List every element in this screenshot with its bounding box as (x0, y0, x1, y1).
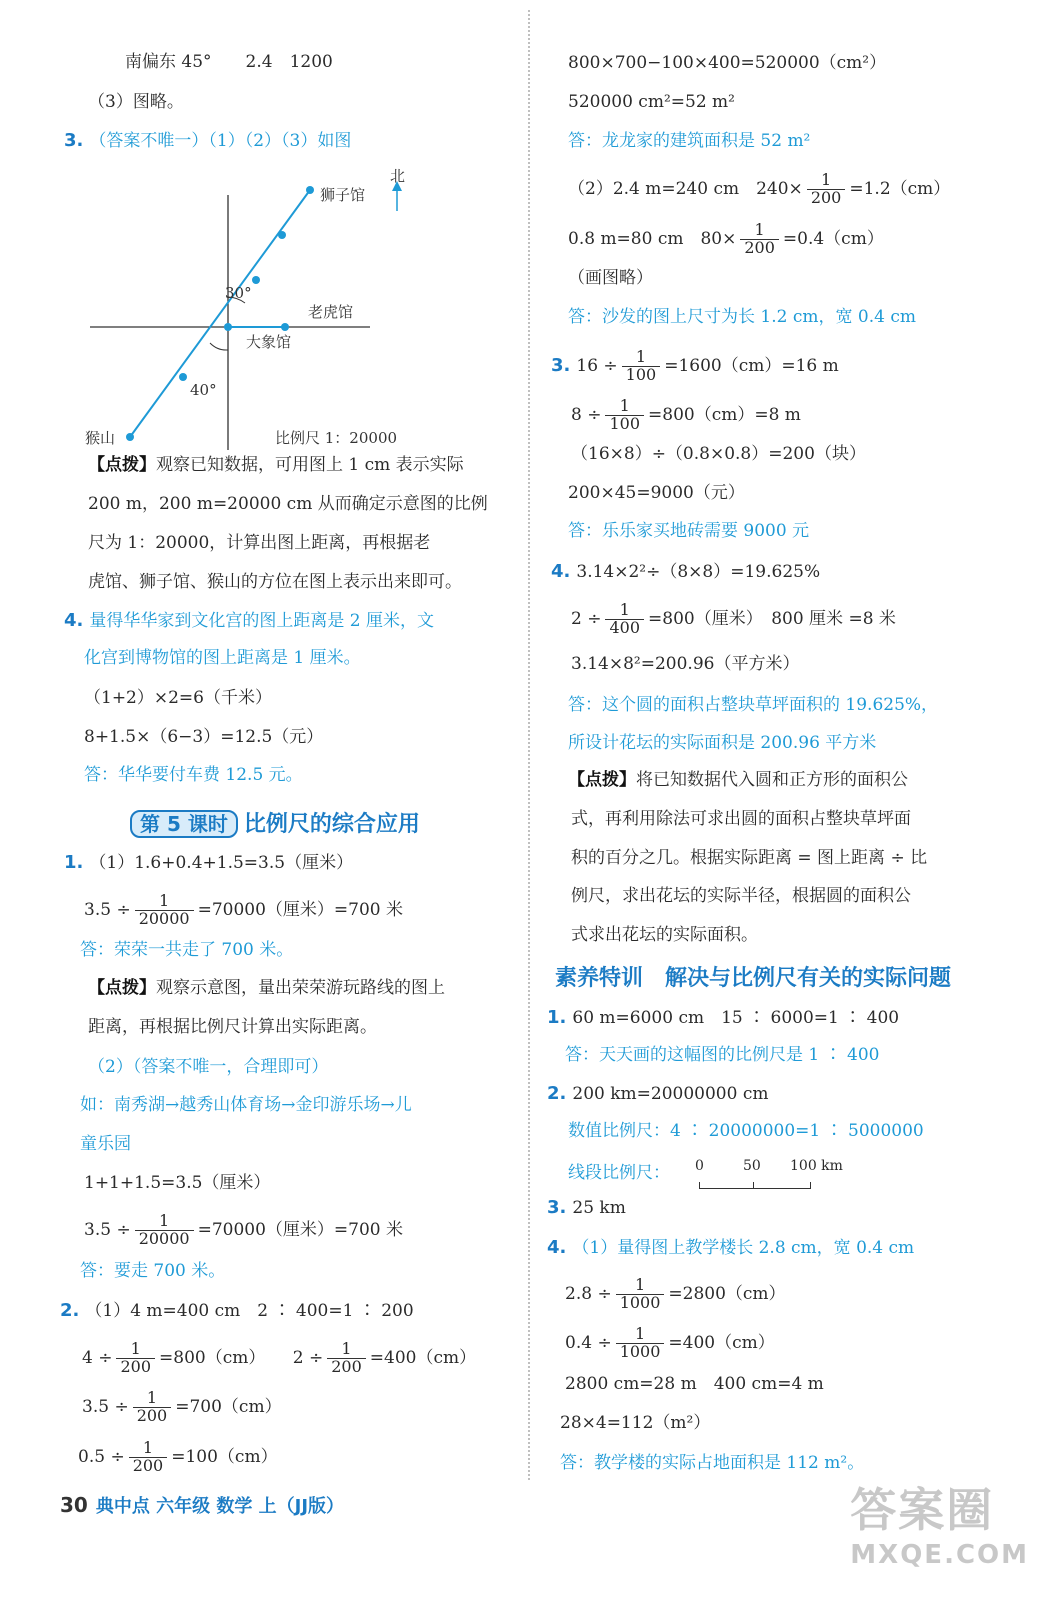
tip-line: 200 m，200 m=20000 cm 从而确定示意图的比例 (88, 494, 488, 514)
question-number: 3. (64, 130, 84, 151)
question-number: 4. (64, 610, 84, 631)
route-line (130, 190, 310, 437)
scale-tick-label: 0 (695, 1158, 704, 1174)
tip-tag: 【点拨】 (88, 455, 156, 475)
answer-line: 童乐园 (80, 1134, 131, 1154)
tip-line: 积的百分之几。根据实际距离 = 图上距离 ÷ 比 (571, 848, 928, 868)
fraction-line: 8 ÷ $\frac{1}{100}$ =800（cm）=8 m (571, 396, 801, 433)
fraction: $\frac{1}{400}$ (605, 602, 644, 637)
answer-line: 答：华华要付车费 12.5 元。 (84, 765, 303, 785)
monkey-label: 猴山 (85, 429, 116, 447)
answer-line: 答：龙龙家的建筑面积是 52 m² (568, 131, 811, 151)
direction-diagram (80, 165, 480, 455)
elephant-label: 大象馆 (246, 333, 292, 351)
fraction-line: 0.5 ÷ $\frac{1}{200}$ =100（cm） (78, 1438, 278, 1475)
north-label: 北 (390, 167, 406, 185)
fraction: $\frac{1}{1000}$ (616, 1277, 665, 1312)
answer-text: （答案不唯一）（1）（2）（3）如图 (89, 131, 352, 151)
answer-line: 答：天天画的这幅图的比例尺是 1 ∶ 400 (565, 1045, 880, 1065)
text-line: 200×45=9000（元） (568, 483, 745, 503)
fraction-line: 3.5 ÷ $\frac{1}{20000}$ =70000（厘米）=700 米 (84, 1211, 404, 1248)
fraction: $\frac{1}{200}$ (116, 1341, 155, 1376)
tiger-label: 老虎馆 (308, 303, 354, 321)
tip-line: 距离，再根据比例尺计算出实际距离。 (88, 1017, 377, 1037)
tip-line: 式，再利用除法可求出圆的面积占整块草坪面 (571, 809, 911, 829)
route-point (252, 276, 260, 284)
fraction: $\frac{1}{1000}$ (616, 1326, 665, 1361)
fraction-line: 3.5 ÷ $\frac{1}{20000}$ =70000（厘米）=700 米 (84, 891, 404, 928)
text-line: 520000 cm²=52 m² (568, 92, 735, 112)
watermark-line2: MXQE.COM (850, 1540, 1029, 1570)
text-line: 800×700−100×400=520000（cm²） (568, 53, 887, 73)
question-4: 4. （1）量得图上教学楼长 2.8 cm，宽 0.4 cm (547, 1237, 915, 1258)
text-line: （画图略） (568, 268, 653, 288)
fraction: $\frac{1}{200}$ (327, 1341, 366, 1376)
answer-line: 答：荣荣一共走了 700 米。 (80, 940, 294, 960)
answer-line: 答：这个圆的面积占整块草坪面积的 19.625%， (568, 695, 939, 715)
fraction-line: 2.8 ÷ $\frac{1}{1000}$ =2800（cm） (565, 1275, 786, 1312)
tip-text: 观察已知数据，可用图上 1 cm 表示实际 (156, 455, 464, 475)
section-title: 素养特训 解决与比例尺有关的实际问题 (555, 966, 952, 991)
tip-tag: 【点拨】 (88, 978, 156, 998)
tip-line: 式求出花坛的实际面积。 (571, 925, 758, 945)
scale-tick-label: 50 (743, 1158, 761, 1174)
question-2: 2. 200 km=20000000 cm (547, 1083, 769, 1104)
text-line: 28×4=112（m²） (560, 1413, 711, 1433)
tip-line: 尺为 1：20000，计算出图上距离，再根据老 (88, 533, 431, 553)
book-title: 典中点 六年级 数学 上（JJ版） (95, 1496, 345, 1517)
question-1 (64, 852, 353, 874)
fraction: $\frac{1}{100}$ (605, 398, 644, 433)
text-line: 南偏东 45° 2.4 1200 (125, 52, 333, 72)
text-line: 8+1.5×（6−3）=12.5（元） (84, 727, 324, 747)
answer-text: 量得华华家到文化宫的图上距离是 2 厘米，文 (89, 611, 434, 631)
answer-line: 答：要走 700 米。 (80, 1261, 226, 1281)
question-number: 2. (60, 1300, 80, 1321)
answer-line: 答：沙发的图上尺寸为长 1.2 cm，宽 0.4 cm (568, 307, 916, 327)
fraction-line: 0.8 m=80 cm 80× $\frac{1}{200}$ =0.4（cm） (568, 220, 884, 257)
question-number: 4. (547, 1237, 567, 1258)
tip-tag: 【点拨】 (568, 770, 636, 790)
fraction: $\frac{1}{100}$ (622, 349, 661, 384)
angle-30-label: 30° (225, 284, 252, 302)
question-1: 1. 60 m=6000 cm 15 ∶ 6000=1 ∶ 400 (547, 1007, 900, 1028)
answer-line: （2）（答案不唯一，合理即可） (88, 1057, 329, 1077)
tip-line (88, 455, 464, 475)
answer-line: 数值比例尺：4 ∶ 20000000=1 ∶ 5000000 (568, 1121, 924, 1141)
line-scale (695, 1158, 843, 1194)
monkey-point (126, 433, 134, 441)
question-number: 2. (547, 1083, 567, 1104)
fraction-line: 4 ÷ $\frac{1}{200}$ =800（cm） 2 ÷ $\frac{1}{200}$ =400（cm） (82, 1339, 477, 1376)
question-4: 4. 3.14×2²÷（8×8）=19.625% (551, 561, 821, 582)
angle-40-label: 40° (190, 381, 217, 399)
text-line: 3.14×8²=200.96（平方米） (571, 654, 800, 674)
text-line: 1+1+1.5=3.5（厘米） (84, 1173, 271, 1193)
question-number: 1. (64, 852, 84, 873)
page-footer (60, 1492, 344, 1518)
fraction: $\frac{1}{200}$ (740, 222, 779, 257)
fraction: $\frac{1}{200}$ (129, 1440, 168, 1475)
text-line: （1+2）×2=6（千米） (84, 688, 272, 708)
text-line: （1）1.6+0.4+1.5=3.5（厘米） (89, 853, 354, 873)
tip-line: 【点拨】将已知数据代入圆和正方形的面积公 (568, 770, 908, 790)
question-number: 3. (547, 1197, 567, 1218)
fraction-line: 2 ÷ $\frac{1}{400}$ =800（厘米） 800 厘米 =8 米 (571, 600, 896, 637)
answer-line: 所设计花坛的实际面积是 200.96 平方米 (568, 733, 877, 753)
question-3: 3. 25 km (547, 1197, 626, 1218)
scale-tick-label: 100 km (790, 1158, 843, 1174)
answer-line: 答：教学楼的实际占地面积是 112 m²。 (560, 1453, 865, 1473)
scale-label: 比例尺 1：20000 (275, 429, 398, 447)
fraction-line: 0.4 ÷ $\frac{1}{1000}$ =400（cm） (565, 1324, 775, 1361)
answer-line: 化宫到博物馆的图上距离是 1 厘米。 (84, 648, 361, 668)
fraction-line: （2）2.4 m=240 cm 240× $\frac{1}{200}$ =1.2（cm） (568, 170, 951, 207)
fraction: $\frac{1}{200}$ (807, 172, 846, 207)
question-2: 2. （1）4 m=400 cm 2 ∶ 400=1 ∶ 200 (60, 1300, 414, 1321)
tiger-point (281, 323, 289, 331)
scale-bar (699, 1182, 811, 1189)
lion-point (306, 186, 314, 194)
page-number: 30 (60, 1493, 88, 1517)
answer-line: 线段比例尺： (568, 1163, 670, 1183)
question-number: 3. (551, 354, 571, 376)
text-line: 2800 cm=28 m 400 cm=4 m (565, 1374, 824, 1394)
watermark (850, 1474, 1029, 1570)
tip-line: 【点拨】观察示意图，量出荣荣游玩路线的图上 (88, 978, 445, 998)
tip-line: 虎馆、狮子馆、猴山的方位在图上表示出来即可。 (88, 572, 462, 592)
question-number: 1. (547, 1007, 567, 1028)
question-3: 3. 16 ÷ $\frac{1}{100}$ =1600（cm）=16 m (551, 347, 839, 384)
lion-label: 狮子馆 (320, 186, 366, 204)
lesson-title: 比例尺的综合应用 (243, 812, 420, 837)
text-line: （16×8）÷（0.8×0.8）=200（块） (571, 444, 866, 464)
column-divider (528, 10, 530, 1480)
text-line: （3）图略。 (88, 92, 184, 112)
question-4 (64, 610, 434, 632)
fraction: $\frac{1}{20000}$ (135, 1213, 194, 1248)
fraction-line: 3.5 ÷ $\frac{1}{200}$ =700（cm） (82, 1388, 282, 1425)
scale-mid-tick (753, 1182, 754, 1188)
tip-line: 例尺，求出花坛的实际半径，根据圆的面积公 (571, 886, 911, 906)
lesson-badge: 第 5 课时 (130, 810, 238, 838)
question-number: 4. (551, 561, 571, 582)
question-3 (64, 130, 351, 152)
watermark-line1: 答案圈 (850, 1483, 995, 1537)
lesson-heading (130, 810, 420, 838)
route-point (278, 231, 286, 239)
fraction: $\frac{1}{200}$ (133, 1390, 172, 1425)
answer-line: 如：南秀湖→越秀山体育场→金印游乐场→儿 (80, 1095, 412, 1115)
fraction: $\frac{1}{20000}$ (135, 893, 194, 928)
route-point (179, 373, 187, 381)
answer-line: 答：乐乐家买地砖需要 9000 元 (568, 521, 810, 541)
elephant-point (224, 323, 232, 331)
